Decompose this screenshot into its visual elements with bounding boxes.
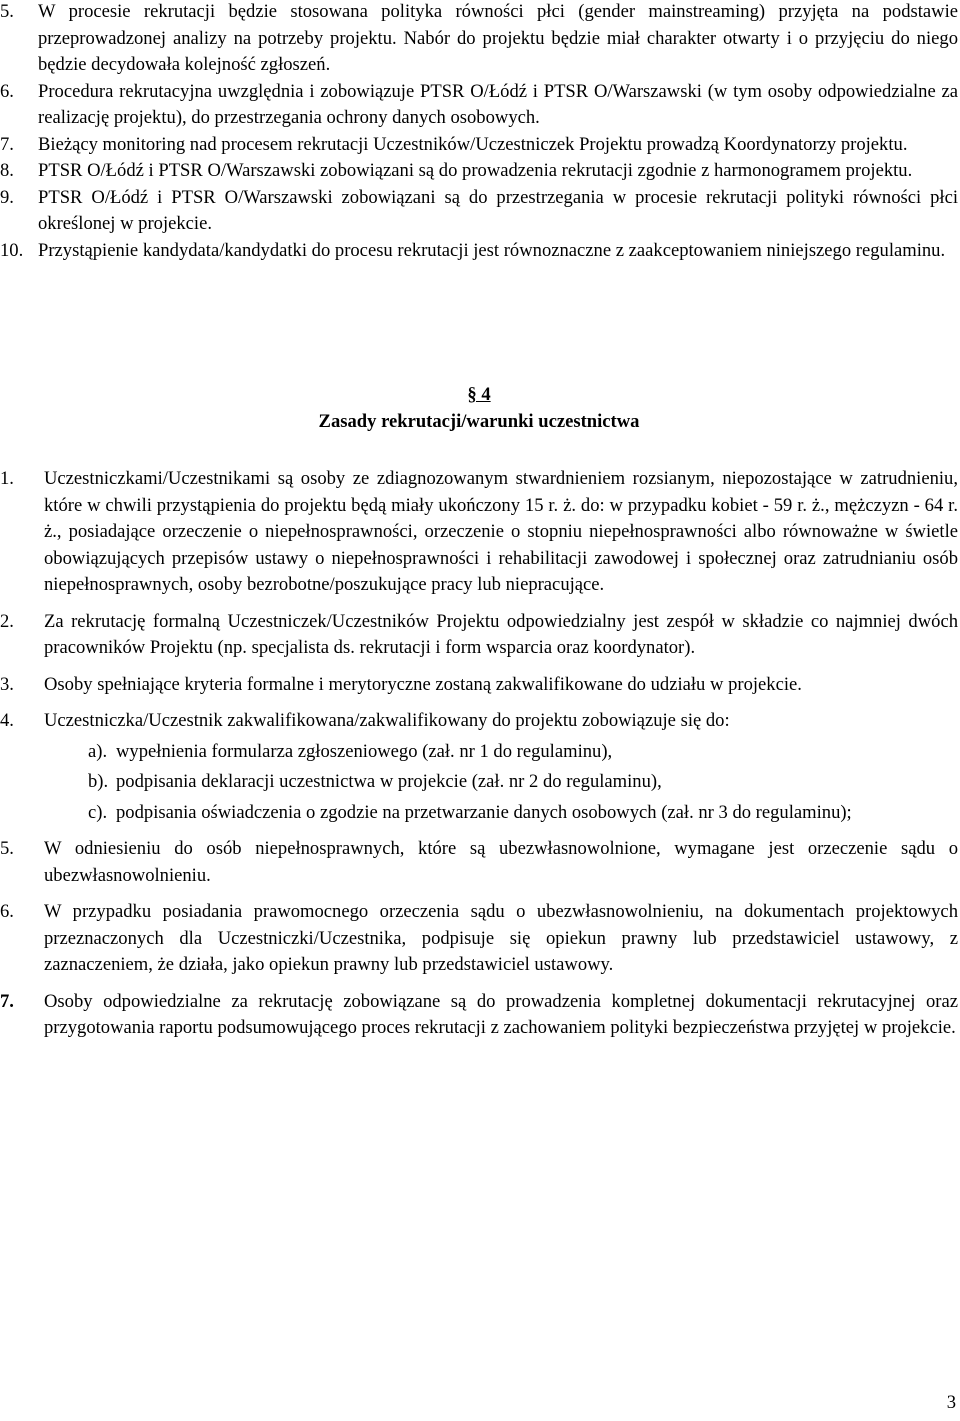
sub-item-text: podpisania oświadczenia o zgodzie na przetwarzanie danych osobowych (zał. nr 3 do regulaminu); bbox=[116, 801, 852, 823]
item-text: Osoby spełniające kryteria formalne i merytoryczne zostaną zakwalifikowane do udziału w projekcie. bbox=[44, 673, 802, 695]
item-number: 10. bbox=[0, 239, 24, 261]
list-item bbox=[0, 238, 958, 265]
item-number: 2. bbox=[0, 610, 14, 632]
list-item bbox=[0, 466, 958, 599]
item-text: W odniesieniu do osób niepełnosprawnych, które są ubezwłasnowolnione, wymagane jest orzeczenie sądu o ubezwłasnowolnieniu. bbox=[44, 838, 958, 886]
item-text: Osoby odpowiedzialne za rekrutację zobowiązane są do prowadzenia kompletnej dokumentacji rekrutacyjnej oraz przygotowania raportu podsumowującego proces rekrutacji z zachowaniem polityki bezpieczeństwa przyjętej w projekcie. bbox=[44, 990, 958, 1038]
list-item bbox=[0, 0, 958, 79]
sub-item-text: podpisania deklaracji uczestnictwa w projekcie (zał. nr 2 do regulaminu), bbox=[116, 771, 662, 792]
item-text: Uczestniczkami/Uczestnikami są osoby ze zdiagnozowanym stwardnieniem rozsianym, niepozostające w zatrudnieniu, które w chwili przystąpienia do projektu będą miały ukończony 15 r. ż. do: w przypadku kobiet - 59 r. ż., mężczyzn - 64 r. ż., posiadające orzeczenie o niepełnosprawności, orzeczenie o stopniu niepełnosprawności albo równoważne w świetle obowiązujących przepisów ustawy o niepełnosprawności i rehabilitacji zawodowej i społecznej oraz zatrudnianiu osób niepełnosprawnych, osoby bezrobotne/poszukujące pracy lub niepracujące. bbox=[44, 468, 958, 595]
item-number: 6. bbox=[0, 80, 14, 102]
list-item bbox=[0, 158, 958, 185]
list-item bbox=[0, 836, 958, 889]
sub-item-letter: c). bbox=[88, 801, 108, 823]
item-text: Uczestniczka/Uczestnik zakwalifikowana/zakwalifikowany do projektu zobowiązuje się do: bbox=[44, 710, 730, 731]
sub-item-letter: a). bbox=[88, 740, 108, 762]
item-text: W procesie rekrutacji będzie stosowana polityka równości płci (gender mainstreaming) przyjęta na podstawie przeprowadzonej analizy na potrzeby projektu. Nabór do projektu będzie miał charakter otwarty i o przyjęciu do niego będzie decydowała kolejność zgłoszeń. bbox=[38, 1, 958, 75]
list-item bbox=[0, 708, 958, 735]
item-number: 7. bbox=[0, 990, 14, 1012]
sub-list-item bbox=[88, 800, 958, 827]
recruitment-rules-list bbox=[0, 0, 958, 264]
item-text: Procedura rekrutacyjna uwzględnia i zobowiązuje PTSR O/Łódź i PTSR O/Warszawski (w tym osoby odpowiedzialne za realizację projektu), do przestrzegania ochrony danych osobowych. bbox=[38, 80, 958, 128]
item-number: 1. bbox=[0, 468, 14, 489]
section-heading bbox=[0, 382, 958, 435]
item-number: 5. bbox=[0, 1, 14, 22]
list-item bbox=[0, 672, 958, 699]
list-item bbox=[0, 132, 958, 159]
item-number: 3. bbox=[0, 673, 14, 695]
sub-list-item bbox=[88, 739, 958, 766]
list-item bbox=[0, 899, 958, 979]
list-item bbox=[0, 609, 958, 662]
item-text: Za rekrutację formalną Uczestniczek/Uczestników Projektu odpowiedzialny jest zespół w składzie co najmniej dwóch pracowników Projektu (np. specjalista ds. rekrutacji i form wsparcia oraz koordynator). bbox=[44, 610, 958, 658]
list-item bbox=[0, 185, 958, 238]
sub-item-letter: b). bbox=[88, 771, 109, 792]
item-number: 9. bbox=[0, 186, 14, 208]
item-number: 6. bbox=[0, 901, 14, 922]
item-number: 5. bbox=[0, 838, 14, 859]
item-number: 7. bbox=[0, 133, 14, 155]
item-number: 4. bbox=[0, 710, 14, 731]
sub-item-text: wypełnienia formularza zgłoszeniowego (zał. nr 1 do regulaminu), bbox=[116, 740, 613, 762]
section-title: Zasady rekrutacji/warunki uczestnictwa bbox=[318, 410, 640, 432]
item-text: PTSR O/Łódź i PTSR O/Warszawski zobowiązani są do prowadzenia rekrutacji zgodnie z harmonogramem projektu. bbox=[38, 160, 913, 181]
participation-rules-list bbox=[0, 466, 958, 1042]
list-item bbox=[0, 79, 958, 132]
item-text: Bieżący monitoring nad procesem rekrutacji Uczestników/Uczestniczek Projektu prowadzą Koordynatorzy projektu. bbox=[38, 133, 908, 155]
page-number: 3 bbox=[946, 1392, 956, 1413]
item-text: W przypadku posiadania prawomocnego orzeczenia sądu o ubezwłasnowolnieniu, na dokumentach projektowych przeznaczonych dla Uczestniczki/Uczestnika, podpisuje się opiekun prawny lub przedstawiciel ustawowy, z zaznaczeniem, że działa, jako opiekun prawny lub przedstawiciel ustawowy. bbox=[44, 901, 958, 975]
section-marker: § 4 bbox=[467, 384, 491, 405]
item-text: PTSR O/Łódź i PTSR O/Warszawski zobowiązani są do przestrzegania w procesie rekrutacji polityki równości płci określonej w projekcie. bbox=[38, 186, 958, 234]
item-number: 8. bbox=[0, 160, 14, 181]
list-item bbox=[0, 989, 958, 1042]
sub-list-item bbox=[88, 769, 958, 796]
item-text: Przystąpienie kandydata/kandydatki do procesu rekrutacji jest równoznaczne z zaakceptowaniem niniejszego regulaminu. bbox=[38, 239, 946, 261]
